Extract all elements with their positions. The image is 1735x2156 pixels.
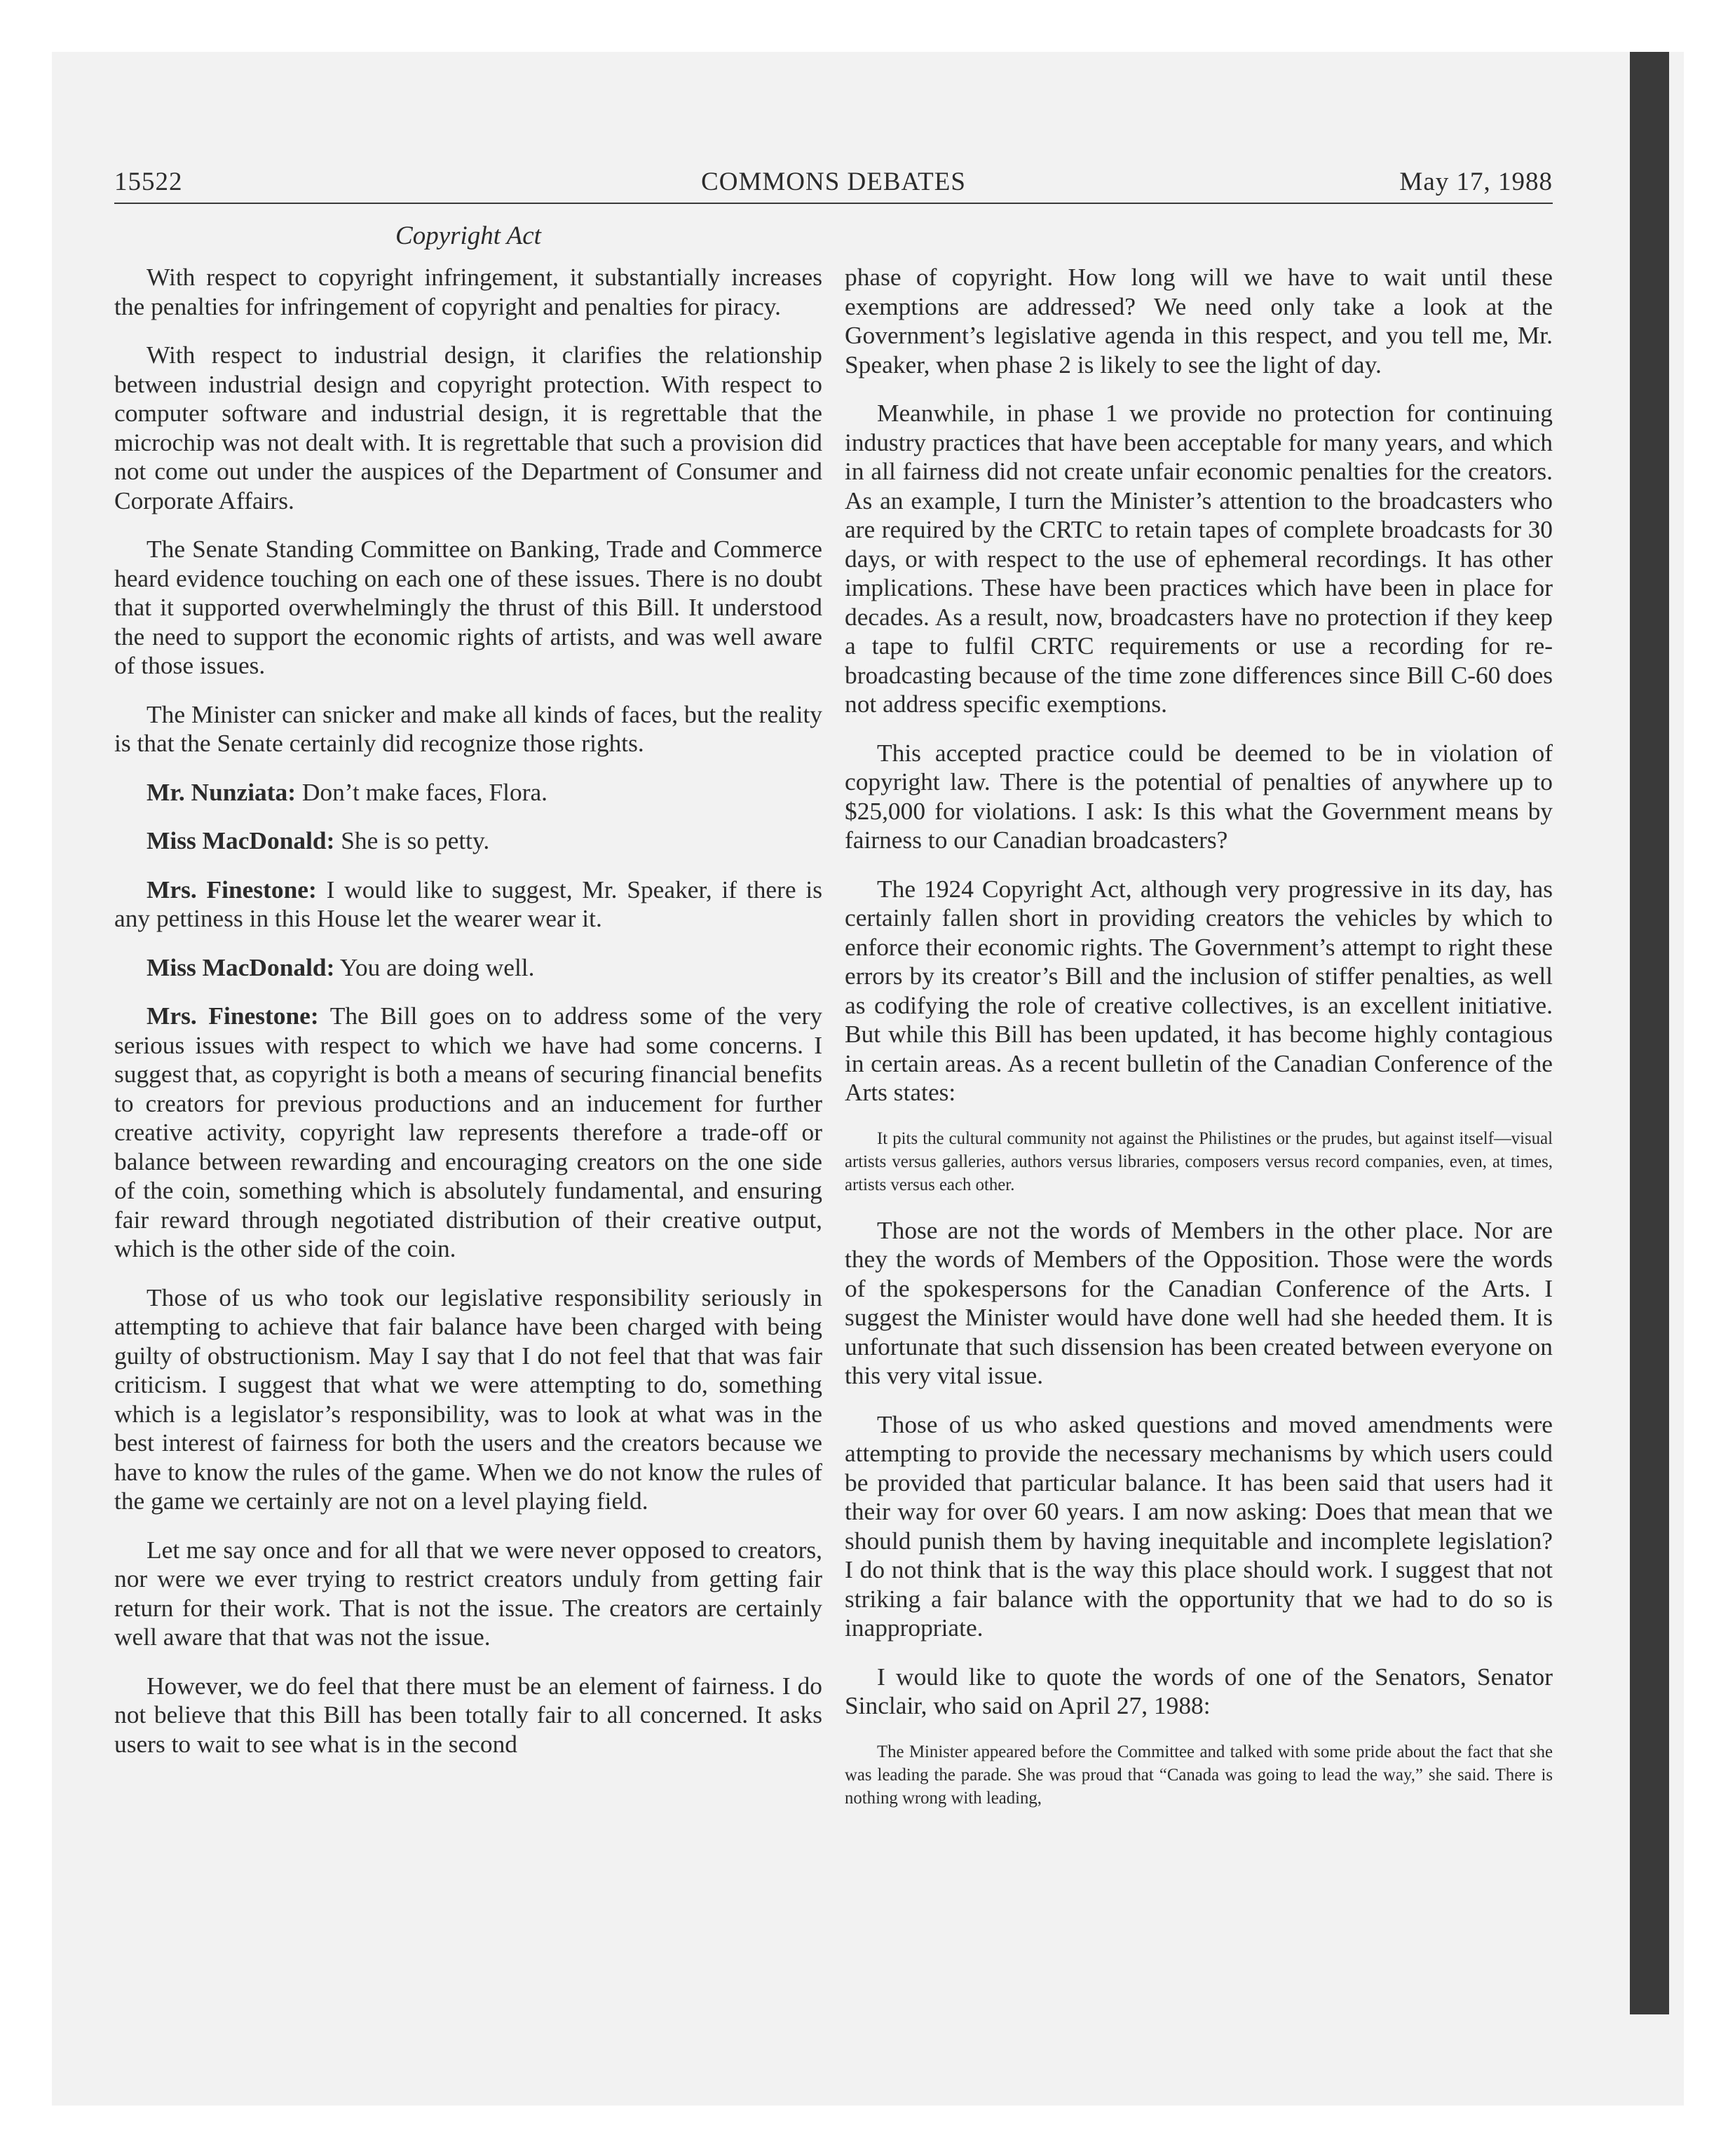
speaker-name: Miss MacDonald: xyxy=(147,826,335,854)
paragraph: The Senate Standing Committee on Banking, Trade and Commerce heard evidence touching on each one of these issues. There is no doubt that it supported overwhelmingly the thrust of this Bill. It understood the need to support the economic rights of artists, and was well aware of those issues. xyxy=(114,535,822,679)
speech xyxy=(114,953,822,983)
speech-text: You are doing well. xyxy=(339,953,535,981)
paragraph: With respect to copyright infringement, it substantially increases the penalties for infringement of copyright and penalties for piracy. xyxy=(114,263,822,320)
page-number: 15522 xyxy=(114,168,183,196)
paragraph: Those of us who took our legislative responsibility seriously in attempting to achieve that fair balance have been charged with being guilty of obstructionism. May I say that I do not feel that that was fair criticism. I suggest that what we were attempting to do, something which is a legislator’s responsibility, was to look at what was in the best interest of fairness for both the users and the creators because we have to know the rules of the game. When we do not know the rules of the game we certainly are not on a level playing field. xyxy=(114,1283,822,1515)
speech xyxy=(114,875,822,934)
paragraph: Those of us who asked questions and moved amendments were attempting to provide the necessary mechanisms by which users could be provided that particular balance. It has been said that users had it their way for over 60 years. I am now asking: Does that mean that we should punish them by having inequitable and incomplete legislation? I do not think that is the way this place should work. I suggest that not striking a fair balance with the opportunity that we had to do so is inappropriate. xyxy=(845,1410,1553,1642)
paragraph: The 1924 Copyright Act, although very progressive in its day, has certainly fallen short in providing creators the vehicles by which to enforce their economic rights. The Government’s attempt to right these errors by its creator’s Bill and the inclusion of stiffer penalties, as well as codifying the role of creative collectives, is an excellent initiative. But while this Bill has been updated, it has become highly contagious in certain areas. As a recent bulletin of the Canadian Conference of the Arts states: xyxy=(845,874,1553,1106)
speaker-name: Mrs. Finestone: xyxy=(147,1002,319,1030)
speech-text: She is so petty. xyxy=(341,826,490,854)
page-header xyxy=(114,167,1553,206)
block-quote: It pits the cultural community not against the Philistines or the prudes, but against itself—visual artists versus galleries, authors versus libraries, composers versus record companies, even, at times, artists versus each other. xyxy=(845,1128,1553,1194)
left-column xyxy=(114,263,822,1959)
paragraph-continued: phase of copyright. How long will we have to wait until these exemptions are addressed? We need only take a look at the Government’s legislative agenda in this respect, and you tell me, Mr. Speaker, when phase 2 is likely to see the light of day. xyxy=(845,263,1553,378)
speech-text: Don’t make faces, Flora. xyxy=(301,777,548,806)
speaker-name: Mr. Nunziata: xyxy=(147,777,296,806)
speech xyxy=(114,1002,822,1264)
paragraph: Meanwhile, in phase 1 we provide no protection for continuing industry practices that have been acceptable for many years, and which in all fairness did not create unfair economic penalties for the creators. As an example, I turn the Minister’s attention to the broadcasters who are required by the CRTC to retain tapes of complete broadcasts for 30 days, or with respect to the use of ephemeral recordings. It has other implications. These have been practices which have been in place for decades. As a result, now, broadcasters have no protection if they keep a tape to fulfil CRTC requirements or use a recording for re-broadcasting because of the time zone differences since Bill C-60 does not address specific exemptions. xyxy=(845,399,1553,718)
speaker-name: Mrs. Finestone: xyxy=(147,875,317,903)
right-column xyxy=(845,263,1553,1959)
block-quote: The Minister appeared before the Committee and talked with some pride about the fact that she was leading the parade. She was proud that “Canada was going to lead the way,” she said. There is nothing wrong with leading, xyxy=(845,1742,1553,1808)
paragraph: However, we do feel that there must be an element of fairness. I do not believe that this Bill has been totally fair to all concerned. It asks users to wait to see what is in the second xyxy=(114,1671,822,1758)
section-title: Copyright Act xyxy=(395,221,541,250)
speech-text: I would like to suggest, Mr. Speaker, if there is any pettiness in this House let the wearer wear it. xyxy=(114,875,822,932)
speaker-name: Miss MacDonald: xyxy=(147,953,335,981)
speech-text: The Bill goes on to address some of the very serious issues with respect to which we have had some concerns. I suggest that, as copyright is both a means of securing financial benefits to creators for previous productions and an inducement for further creative activity, copyright law represents therefore a trade-off or balance between rewarding and encouraging creators on the one side of the coin, something which is absolutely fundamental, and ensuring fair reward through negotiated distribution of their creative output, which is the other side of the coin. xyxy=(114,1002,822,1262)
paragraph: I would like to quote the words of one of the Senators, Senator Sinclair, who said on April 27, 1988: xyxy=(845,1662,1553,1719)
paragraph: With respect to industrial design, it clarifies the relationship between industrial design and copyright protection. With respect to computer software and industrial design, it is regrettable that the microchip was not dealt with. It is regrettable that such a provision did not come out under the auspices of the Department of Consumer and Corporate Affairs. xyxy=(114,341,822,514)
paragraph: Let me say once and for all that we were never opposed to creators, nor were we ever trying to restrict creators unduly from getting fair return for their work. That is not the issue. The creators are certainly well aware that that was not the issue. xyxy=(114,1535,822,1651)
publication-date: May 17, 1988 xyxy=(1399,168,1553,196)
paragraph: The Minister can snicker and make all kinds of faces, but the reality is that the Senate certainly did recognize those rights. xyxy=(114,700,822,757)
publication-title: COMMONS DEBATES xyxy=(701,168,966,196)
speech xyxy=(114,826,822,856)
speech xyxy=(114,778,822,807)
header-rule xyxy=(114,203,1553,204)
paragraph: This accepted practice could be deemed to be in violation of copyright law. There is the potential of penalties of anywhere up to $25,000 for violations. I ask: Is this what the Government means by fairness to our Canadian broadcasters? xyxy=(845,738,1553,854)
scan-edge-shadow xyxy=(1630,52,1669,2014)
paragraph: Those are not the words of Members in the other place. Nor are they the words of Members of the Opposition. Those were the words of the spokespersons for the Canadian Conference of the Arts. I suggest the Minister would have done well had she heeded them. It is unfortunate that such dissension has been created between everyone on this very vital issue. xyxy=(845,1215,1553,1389)
